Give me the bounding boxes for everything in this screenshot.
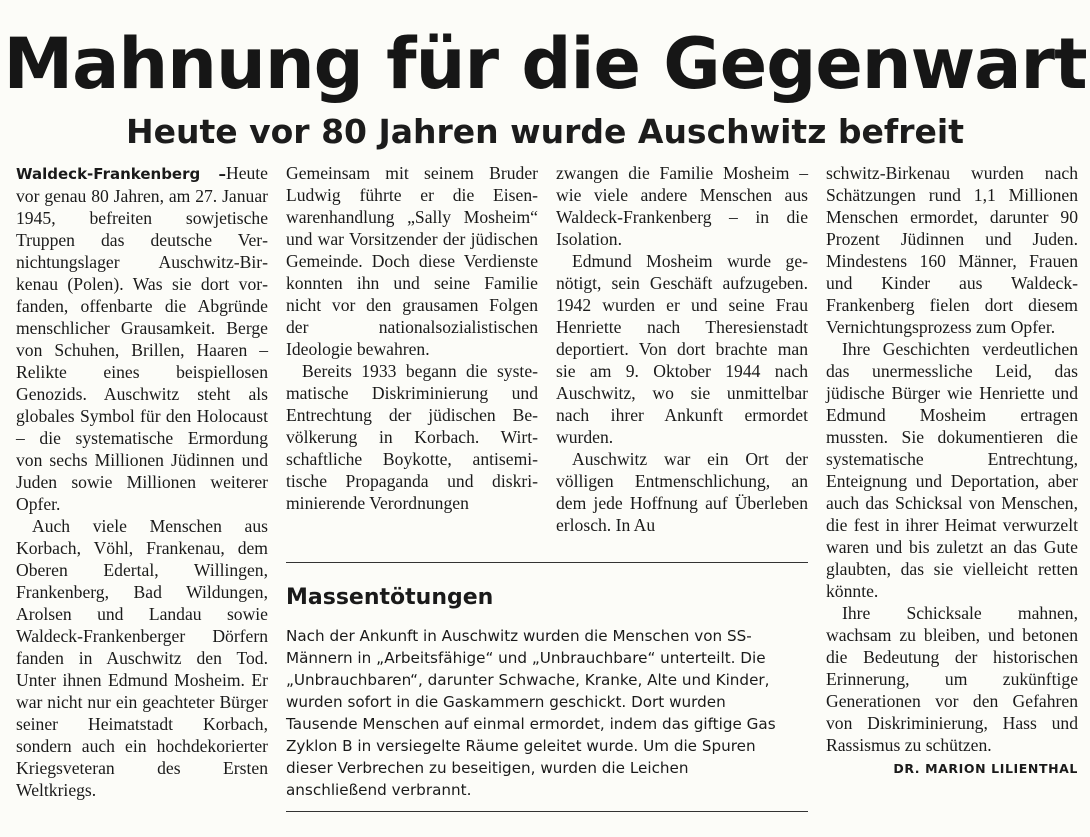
paragraph xyxy=(16,162,268,515)
info-box-text: Nach der Ankunft in Auschwitz wurden die Menschen von SS-Männern in „Arbeitsfähige“ und „Unbrauchbare“ unterteilt. Die „Unbrauchbaren“, darunter Schwache, Kranke, Alte und Kinder, wurden sofort in die Gaskammern geschickt. Dort wurden Tausende Menschen auf einmal ermordet, indem das giftige Gas Zyklon B in versiegelte Räume geleitet wurde. Um die Spuren dieser Verbrechen zu beseitigen, wurden die Leichen anschließend verbrannt. xyxy=(286,627,776,799)
subheadline: Heute vor 80 Jahren wurde Auschwitz befreit xyxy=(125,112,965,151)
author-byline: DR. MARION LILIENTHAL xyxy=(893,761,1078,776)
paragraph xyxy=(826,602,1078,776)
info-box xyxy=(286,562,808,812)
dateline: Waldeck-Frankenberg – xyxy=(16,165,226,183)
headline: Mahnung für die Gegenwart xyxy=(3,23,1087,105)
paragraph: Auschwitz war ein Ort der völligen Entmenschlichung, an dem jede Hoffnung auf Überleben erlosch. In Au xyxy=(556,449,808,535)
paragraph: Bereits 1933 begann die systematische Diskriminierung und Entrechtung der jüdischen Bevölkerung in Korbach. Wirtschaftliche Boykotte, antisemitische Propaganda und diskriminierende Verordnungen xyxy=(286,361,538,513)
paragraph-text: Heute vor genau 80 Jahren, am 27. Januar 1945, befreiten sowjetische Truppen das deutsche Vernichtungslager Auschwitz-Birkenau (Polen). Was sie dort vorfanden, offenbarte die Abgründe menschlicher Grausamkeit. Berge von Schuhen, Brillen, Haaren – Relikte eines beispiellosen Genozids. Auschwitz steht als globales Symbol für den Holocaust – die systematische Ermordung von sechs Millionen Jüdinnen und Juden sowie Millionen weiterer Opfer. xyxy=(16,163,268,514)
paragraph: Edmund Mosheim wurde genötigt, sein Geschäft aufzugeben. 1942 wurden er und seine Frau Henriette nach Theresienstadt deportiert. Von dort brachte man sie am 9. Oktober 1944 nach Auschwitz, wo sie unmittelbar nach ihrer Ankunft ermordet wurden. xyxy=(556,251,808,447)
article-column-4 xyxy=(826,162,1078,780)
paragraph: zwangen die Familie Mosheim – wie viele andere Menschen aus Waldeck-Frankenberg – in die Isolation. xyxy=(556,163,808,249)
info-box-title: Massentötungen xyxy=(286,585,494,610)
paragraph: schwitz-Birkenau wurden nach Schätzungen rund 1,1 Millionen Menschen ermordet, darunter 90 Prozent Jüdinnen und Juden. Mindestens 160 Männer, Frauen und Kinder aus Waldeck-Frankenberg fielen dort diesem Vernichtungsprozess zum Opfer. xyxy=(826,163,1078,337)
article-column-2 xyxy=(286,162,538,514)
paragraph: Gemeinsam mit seinem Bruder Ludwig führte er die Eisenwarenhandlung „Sally Mosheim“ und war Vorsitzender der jüdischen Gemeinde. Doch diese Verdienste konnten ihn und seine Familie nicht vor den grausamen Folgen der nationalsozialistischen Ideologie bewahren. xyxy=(286,163,538,359)
article-column-3 xyxy=(556,162,808,536)
paragraph: Ihre Geschichten verdeutlichen das unermessliche Leid, das jüdische Bürger wie Henriette und Edmund Mosheim ertragen mussten. Sie dokumentieren die systematische Entrechtung, Enteignung und Deportation, aber auch das Schicksal von Menschen, die fest in ihrer Heimat verwurzelt waren und bis zuletzt an das Gute glaubten, das sie vielleicht retten könnte. xyxy=(826,339,1078,601)
paragraph-text: Ihre Schicksale mahnen, wachsam zu bleiben, und betonen die Bedeutung der historischen Erinnerung, um zukünftige Generationen vor den Gefahren von Diskriminierung, Hass und Rassismus zu schützen. xyxy=(826,603,1078,755)
paragraph: Auch viele Menschen aus Korbach, Vöhl, Frankenau, dem Oberen Edertal, Willingen, Frankenberg, Bad Wildungen, Arolsen und Landau sowie Waldeck-Frankenberger Dörfern fanden in Auschwitz den Tod. Unter ihnen Edmund Mosheim. Er war nicht nur ein geachteter Bürger seiner Heimatstadt Korbach, sondern auch ein hochdekorierter Kriegsveteran des Ersten Weltkriegs. xyxy=(16,516,268,800)
article-column-1 xyxy=(16,162,268,801)
